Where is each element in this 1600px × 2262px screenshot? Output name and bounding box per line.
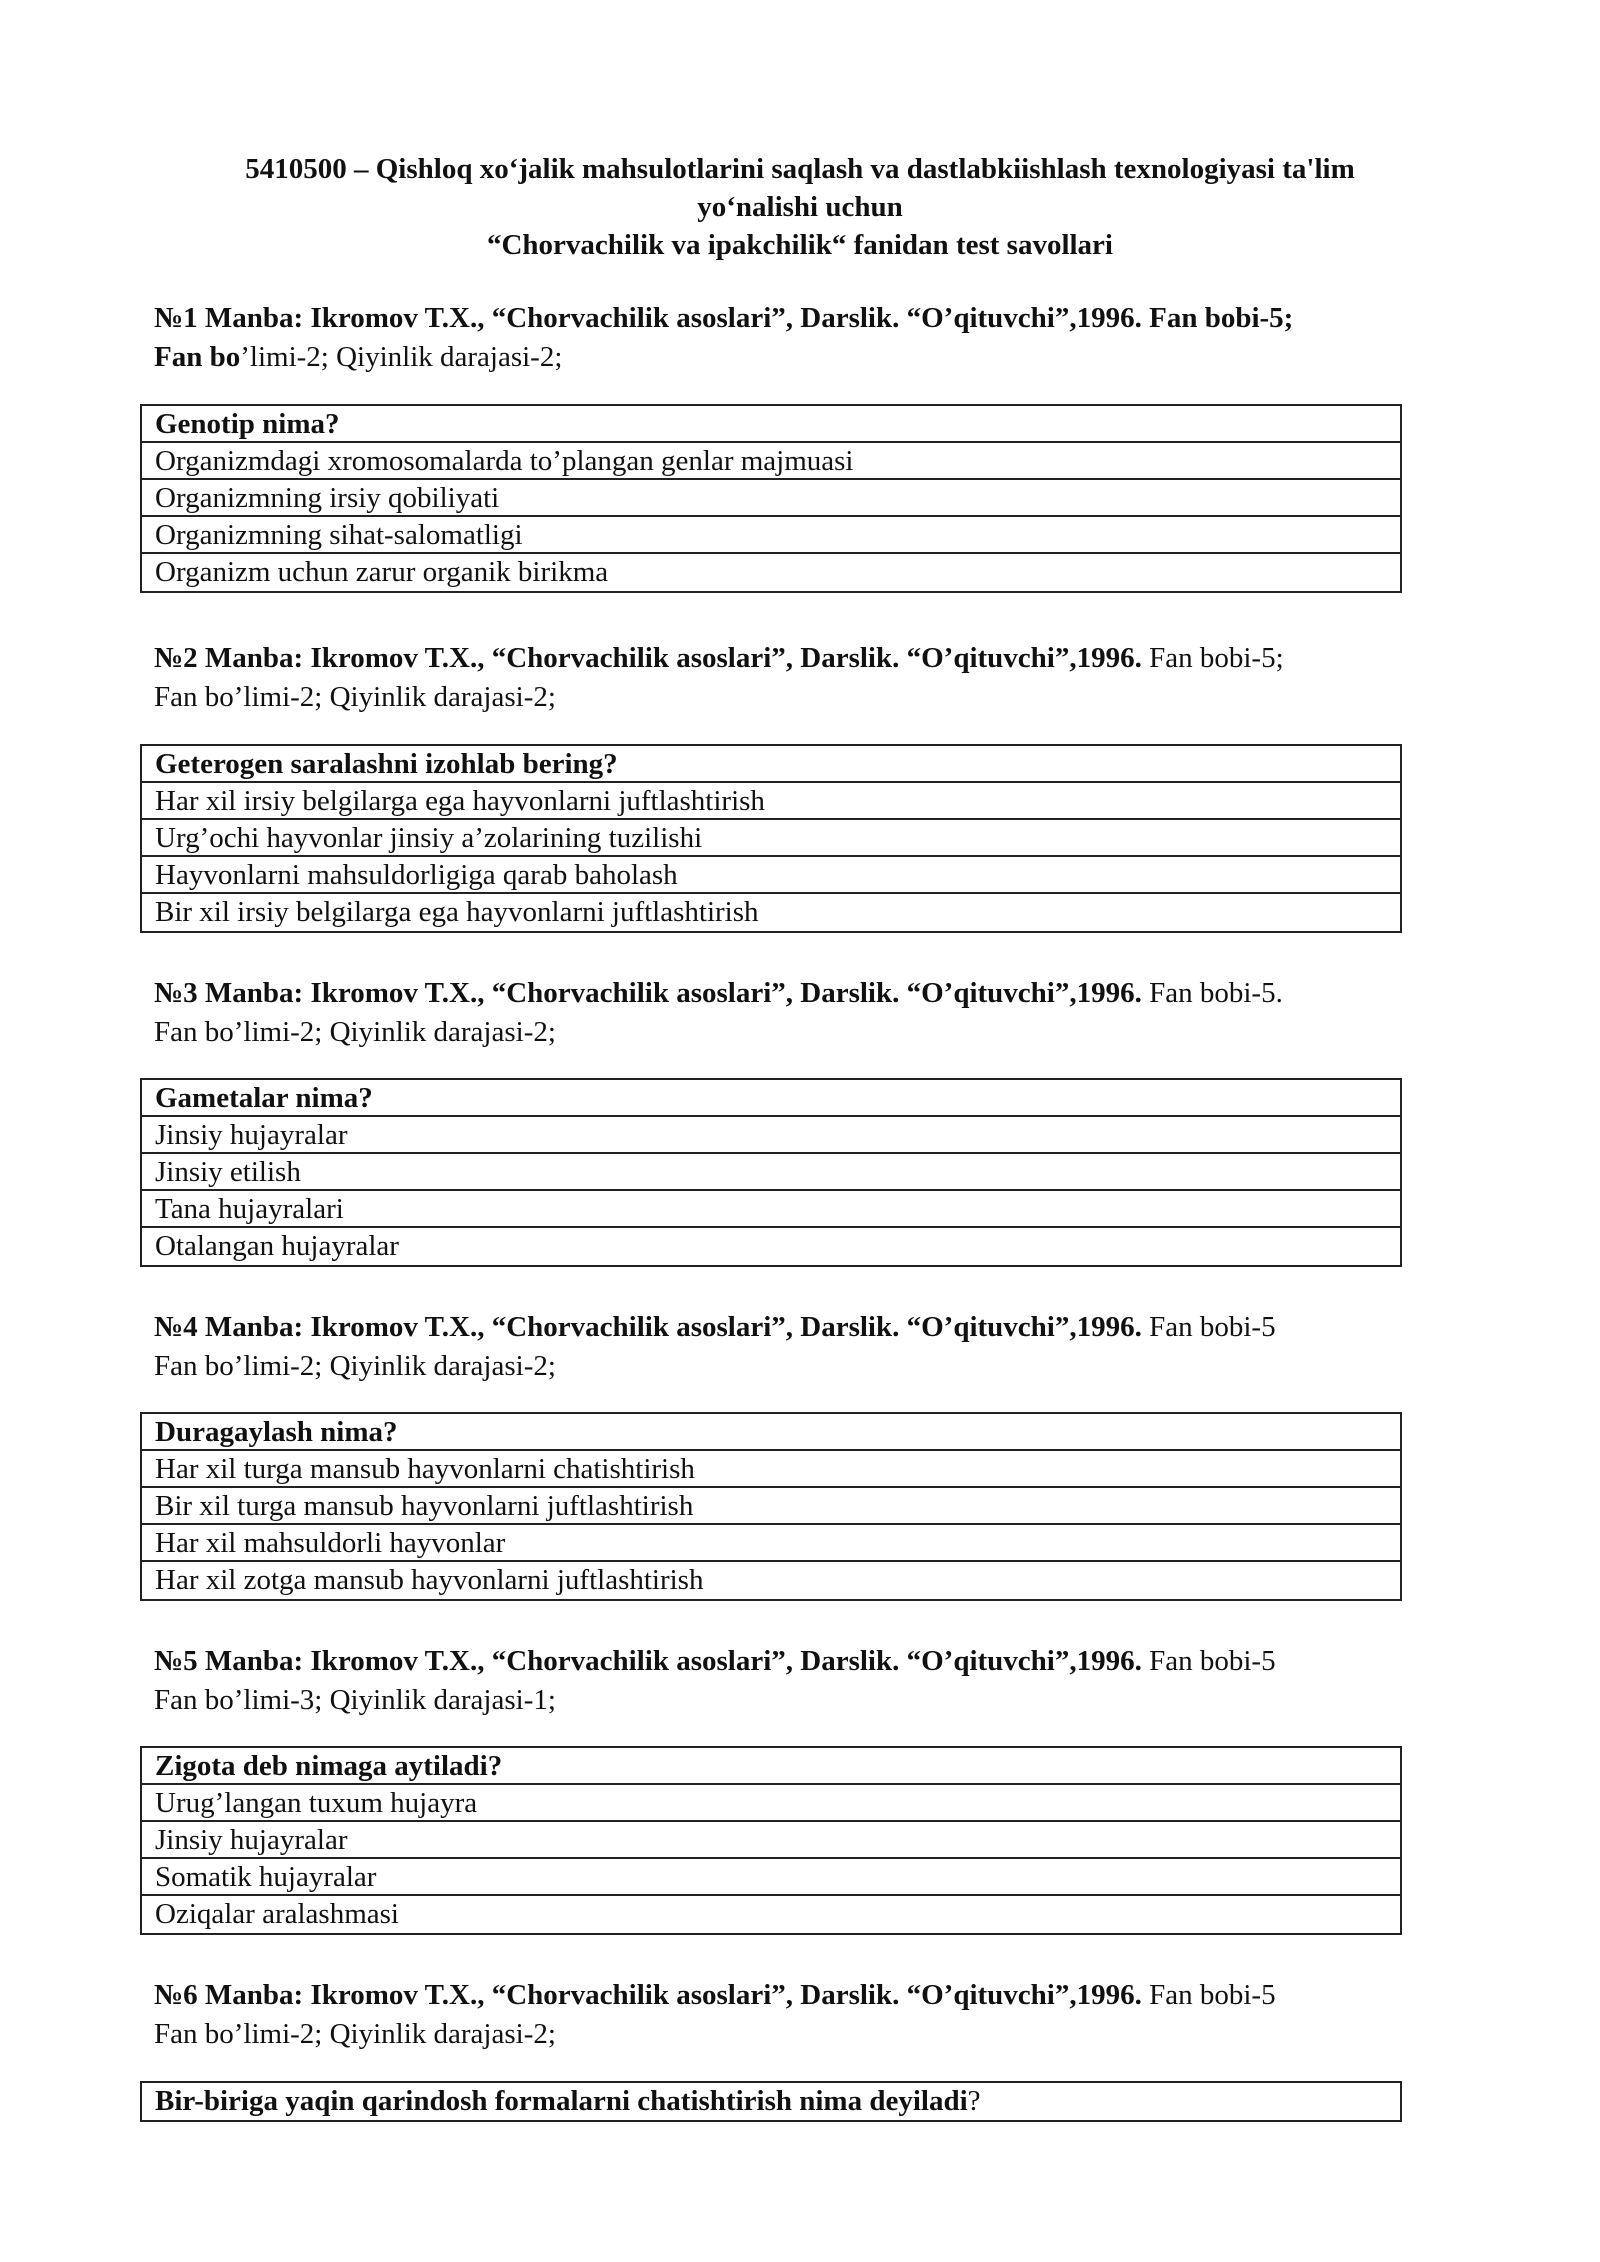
source-normal: Fan bo’limi-2; Qiyinlik darajasi-2;	[154, 1016, 556, 1048]
question-4-table	[140, 1412, 1402, 1601]
question-4-source	[154, 1308, 1454, 1386]
source-bold: Manba: Ikromov T.X., “Chorvachilik asoslari”, Darslik. “O’qituvchi”,1996. Fan bobi-5;	[197, 302, 1294, 334]
answer-option: Organizmdagi xromosomalarda to’plangan genlar majmuasi	[142, 443, 1400, 480]
source-bold: Manba: Ikromov T.X., “Chorvachilik asoslari”, Darslik. “O’qituvchi”,1996.	[197, 977, 1142, 1009]
title-line-2: yo‘nalishi uchun	[697, 191, 903, 223]
answer-option: Har xil mahsuldorli hayvonlar	[142, 1525, 1400, 1562]
source-bold: Fan bo	[154, 341, 241, 373]
answer-option: Har xil turga mansub hayvonlarni chatishtirish	[142, 1451, 1400, 1488]
question-number: №3	[154, 977, 198, 1009]
title-line-1: 5410500 – Qishloq xo‘jalik mahsulotlarini saqlash va dastlabkiishlash texnologiyasi ta'lim	[245, 153, 1355, 185]
answer-option: Organizm uchun zarur organik birikma	[155, 556, 609, 588]
source-bold: Manba: Ikromov T.X., “Chorvachilik asoslari”, Darslik. “O’qituvchi”,1996.	[197, 642, 1142, 674]
question-number: №1	[154, 302, 198, 334]
question-text: Duragaylash nima?	[142, 1414, 1400, 1451]
question-2-table	[140, 744, 1402, 933]
source-normal: Fan bo’limi-2; Qiyinlik darajasi-2;	[154, 2018, 556, 2050]
source-bold: Manba: Ikromov T.X., “Chorvachilik asoslari”, Darslik. “O’qituvchi”,1996.	[197, 1645, 1142, 1677]
question-1-source	[154, 299, 1454, 377]
answer-option: Har xil zotga mansub hayvonlarni juftlashtirish	[155, 1564, 704, 1596]
answer-option: Organizmning irsiy qobiliyati	[142, 480, 1400, 517]
answer-option: Organizmning sihat-salomatligi	[142, 517, 1400, 554]
question-3-table	[140, 1078, 1402, 1267]
answer-option: Har xil irsiy belgilarga ega hayvonlarni juftlashtirish	[142, 783, 1400, 820]
question-1-table	[140, 404, 1402, 593]
question-6-source	[154, 1976, 1454, 2054]
source-bold: Manba: Ikromov T.X., “Chorvachilik asoslari”, Darslik. “O’qituvchi”,1996.	[197, 1311, 1142, 1343]
answer-option: Tana hujayralari	[142, 1191, 1400, 1228]
question-number: №6	[154, 1979, 198, 2011]
source-normal: ’limi-2; Qiyinlik darajasi-2;	[240, 341, 563, 373]
source-normal: Fan bobi-5	[1141, 1311, 1276, 1343]
question-text: Genotip nima?	[142, 406, 1400, 443]
source-normal: Fan bobi-5	[1141, 1979, 1276, 2011]
question-text: Gametalar nima?	[142, 1080, 1400, 1117]
question-text: Geterogen saralashni izohlab bering?	[142, 746, 1400, 783]
question-2-source	[154, 639, 1454, 717]
answer-option: Jinsiy hujayralar	[142, 1822, 1400, 1859]
answer-option: Bir xil irsiy belgilarga ega hayvonlarni juftlashtirish	[155, 896, 759, 928]
question-number: №4	[154, 1311, 198, 1343]
question-5-table	[140, 1746, 1402, 1935]
answer-option: Urug’langan tuxum hujayra	[142, 1785, 1400, 1822]
question-5-source	[154, 1642, 1454, 1720]
source-normal: Fan bobi-5	[1141, 1645, 1276, 1677]
source-normal: Fan bo’limi-2; Qiyinlik darajasi-2;	[154, 681, 556, 713]
question-number: №5	[154, 1645, 198, 1677]
source-bold: Manba: Ikromov T.X., “Chorvachilik asoslari”, Darslik. “O’qituvchi”,1996.	[197, 1979, 1142, 2011]
answer-option: Otalangan hujayralar	[155, 1230, 399, 1262]
answer-option: Urg’ochi hayvonlar jinsiy a’zolarining tuzilishi	[142, 820, 1400, 857]
question-number: №2	[154, 642, 198, 674]
question-6-table	[140, 2081, 1402, 2122]
question-3-source	[154, 974, 1454, 1052]
question-text: Zigota deb nimaga aytiladi?	[142, 1748, 1400, 1785]
source-normal: Fan bobi-5.	[1141, 977, 1283, 1009]
answer-option: Bir xil turga mansub hayvonlarni juftlashtirish	[142, 1488, 1400, 1525]
question-mark: ?	[967, 2085, 981, 2117]
answer-option: Somatik hujayralar	[142, 1859, 1400, 1896]
answer-option: Hayvonlarni mahsuldorligiga qarab baholash	[142, 857, 1400, 894]
answer-option: Oziqalar aralashmasi	[155, 1898, 399, 1930]
title-line-3: “Chorvachilik va ipakchilik“ fanidan test savollari	[486, 229, 1113, 261]
question-text-main: Bir-biriga yaqin qarindosh formalarni chatishtirish nima deyiladi	[155, 2085, 968, 2117]
answer-option: Jinsiy etilish	[142, 1154, 1400, 1191]
answer-option: Jinsiy hujayralar	[142, 1117, 1400, 1154]
document-title	[140, 150, 1460, 264]
question-text	[142, 2083, 1400, 2120]
source-normal: Fan bo’limi-2; Qiyinlik darajasi-2;	[154, 1350, 556, 1382]
source-normal: Fan bo’limi-3; Qiyinlik darajasi-1;	[154, 1684, 556, 1716]
source-normal: Fan bobi-5;	[1141, 642, 1284, 674]
